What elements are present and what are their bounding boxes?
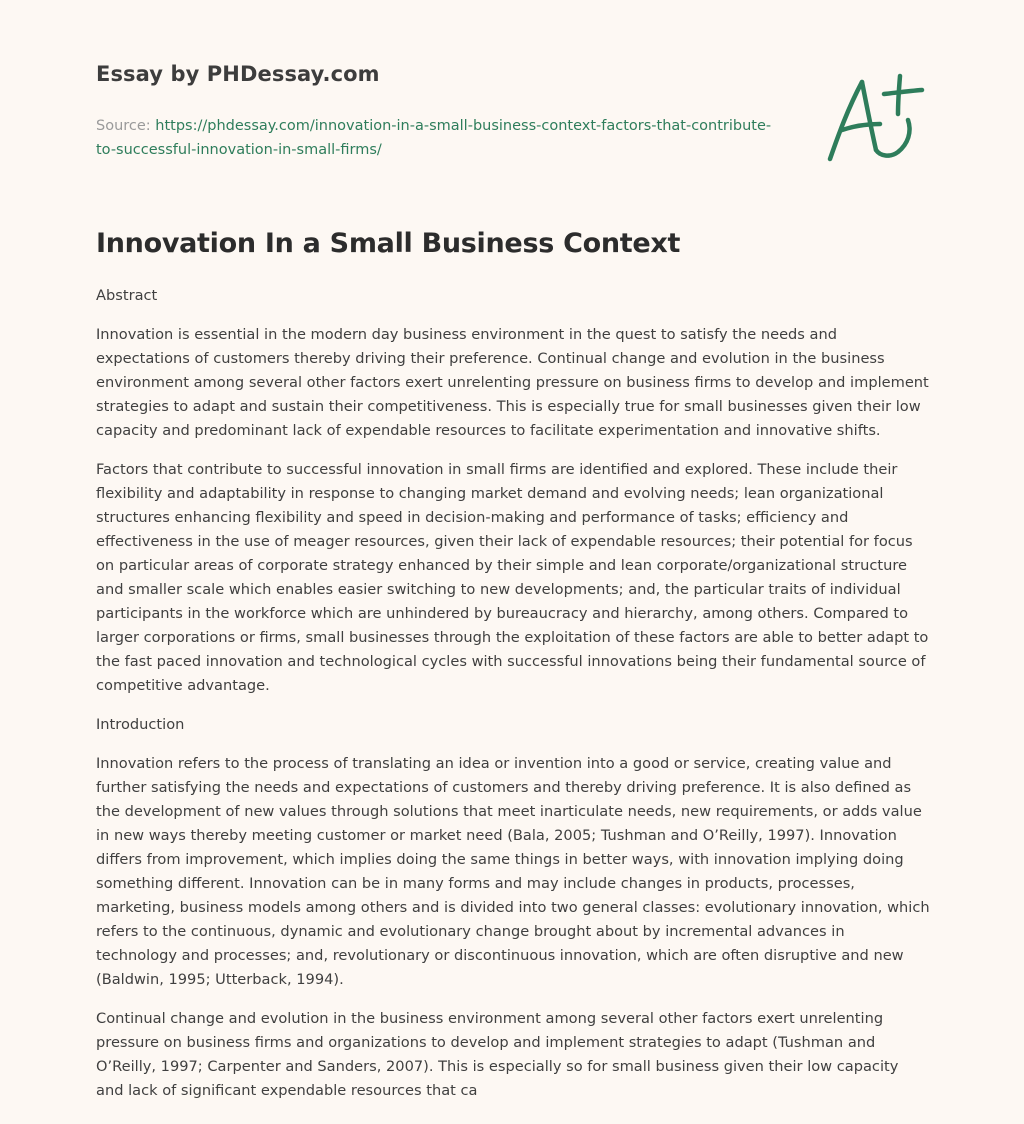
source-link[interactable]: https://phdessay.com/innovation-in-a-small-business-context-factors-that-contribute-to-successful-innovation-in-small-firms/ [96,118,772,158]
paragraph: Innovation refers to the process of translating an idea or invention into a good or service, creating value and further satisfying the needs and expectations of customers and thereby driving preference. It is also defined as the development of new values through solutions that meet inarticulate needs, new requirements, or adds value in new ways thereby meeting customer or market need (Bala, 2005; Tushman and O’Reilly, 1997). Innovation differs from improvement, which implies doing the same things in better ways, with innovation implying doing something different. Innovation can be in many forms and may include changes in products, processes, marketing, business models among others and is divided into two general classes: evolutionary innovation, which refers to the continuous, dynamic and evolutionary change brought about by incremental advances in technology and processes; and, revolutionary or discontinuous innovation, which are often disruptive and new (Baldwin, 1995; Utterback, 1994). [96,755,930,988]
page-title: Innovation In a Small Business Context [96,228,681,259]
paragraph: Continual change and evolution in the business environment among several other factors exert unrelenting pressure on business firms and organizations to develop and implement strategies to adapt (Tushman and O’Reilly, 1997; Carpenter and Sanders, 2007). This is especially so for small business given their low capacity and lack of significant expendable resources that ca [96,1010,899,1099]
abstract-heading: Abstract [96,287,158,304]
brand-name: Essay by PHDessay.com [96,62,380,86]
essay-body [96,284,930,1118]
source-label: Source: [96,118,151,134]
source-line [96,114,776,162]
a-plus-grade-icon [824,70,926,164]
paragraph: Factors that contribute to successful innovation in small firms are identified and explored. These include their flexibility and adaptability in response to changing market demand and evolving needs; lean organizational structures enhancing flexibility and speed in decision-making and performance of tasks; efficiency and effectiveness in the use of meager resources, given their lack of expendable resources; their potential for focus on particular areas of corporate strategy enhanced by their simple and lean corporate/organizational structure and smaller scale which enables easier switching to new developments; and, the particular traits of individual participants in the workforce which are unhindered by bureaucracy and hierarchy, among others. Compared to larger corporations or firms, small businesses through the exploitation of these factors are able to better adapt to the fast paced innovation and technological cycles with successful innovations being their fundamental source of competitive advantage. [96,461,929,694]
introduction-heading: Introduction [96,716,185,733]
page-header [96,62,776,162]
paragraph: Innovation is essential in the modern day business environment in the quest to satisfy the needs and expectations of customers thereby driving their preference. Continual change and evolution in the business environment among several other factors exert unrelenting pressure on business firms to develop and implement strategies to adapt and sustain their competitiveness. This is especially true for small businesses given their low capacity and predominant lack of expendable resources to facilitate experimentation and innovative shifts. [96,326,929,439]
